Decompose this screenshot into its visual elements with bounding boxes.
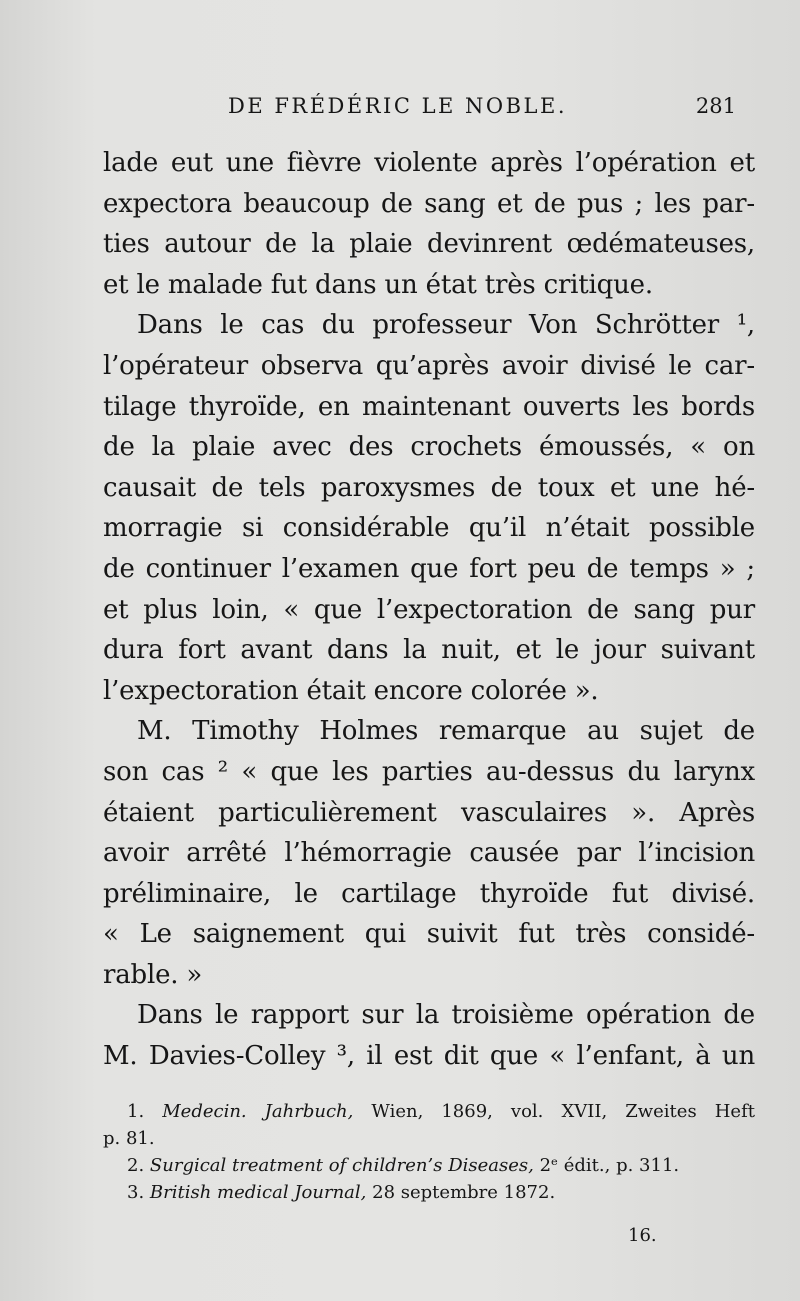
text-line: M. Timothy Holmes remarque au sujet de: [137, 716, 755, 747]
page-number: 281: [695, 94, 736, 118]
text-line: dura fort avant dans la nuit, et le jour suivant: [103, 635, 755, 666]
footnote-3: [103, 1179, 755, 1206]
footnote-source: British medical Journal,: [149, 1182, 367, 1203]
footnote-text: 2ᵉ édit., p. 311.: [539, 1155, 680, 1176]
text-line: M. Davies-Colley ³, il est dit que « l’enfant, à un: [103, 1041, 755, 1072]
text-line: expectora beaucoup de sang et de pus ; les par-: [103, 188, 755, 219]
text-line: « Le saignement qui suivit fut très considé-: [103, 919, 755, 950]
text-line: lade eut une fièvre violente après l’opération et: [103, 148, 755, 178]
footnote-number: 2.: [127, 1155, 145, 1176]
text-line: ties autour de la plaie devinrent œdémateuses,: [103, 229, 755, 260]
text-line: son cas ² « que les parties au-dessus du larynx: [103, 756, 755, 787]
text-line: et plus loin, « que l’expectoration de sang pur: [103, 594, 755, 625]
footnote-1-continuation: p. 81.: [103, 1128, 155, 1149]
footnote-text: Wien, 1869, vol. XVII, Zweites Heft: [371, 1101, 755, 1122]
running-head: [228, 88, 736, 124]
body-text: [103, 143, 755, 1077]
footnote-text: 28 septembre 1872.: [372, 1182, 556, 1203]
footnote-2: [103, 1152, 755, 1179]
footnote-number: 1.: [127, 1101, 145, 1122]
text-line: de la plaie avec des crochets émoussés, « on: [103, 432, 755, 463]
text-line: avoir arrêté l’hémorragie causée par l’incision: [103, 838, 755, 869]
signature-mark: 16.: [628, 1225, 657, 1246]
text-line: Dans le cas du professeur Von Schrötter ¹,: [137, 310, 755, 341]
footnote-1: [103, 1098, 755, 1125]
text-line: l’expectoration était encore colorée ».: [103, 675, 599, 706]
footnote-number: 3.: [127, 1182, 145, 1203]
running-head-title: DE FRÉDÉRIC LE NOBLE.: [228, 94, 567, 118]
text-line: morragie si considérable qu’il n’était possible: [103, 513, 755, 544]
text-line: rable. »: [103, 959, 203, 990]
text-line: causait de tels paroxysmes de toux et une hé-: [103, 472, 755, 503]
text-line: et le malade fut dans un état très critique.: [103, 269, 653, 300]
text-line: l’opérateur observa qu’après avoir divisé le car-: [103, 350, 755, 381]
footnote-source: Medecin. Jahrbuch,: [162, 1101, 354, 1122]
text-line: Dans le rapport sur la troisième opération de: [137, 1000, 755, 1031]
text-line: étaient particulièrement vasculaires ». Après: [103, 797, 755, 828]
footnote-source: Surgical treatment of children’s Diseases,: [149, 1155, 534, 1176]
text-line: préliminaire, le cartilage thyroïde fut divisé.: [103, 878, 755, 909]
text-line: de continuer l’examen que fort peu de temps » ;: [103, 553, 755, 584]
text-line: tilage thyroïde, en maintenant ouverts les bords: [103, 391, 755, 422]
footnotes: [103, 1098, 755, 1206]
